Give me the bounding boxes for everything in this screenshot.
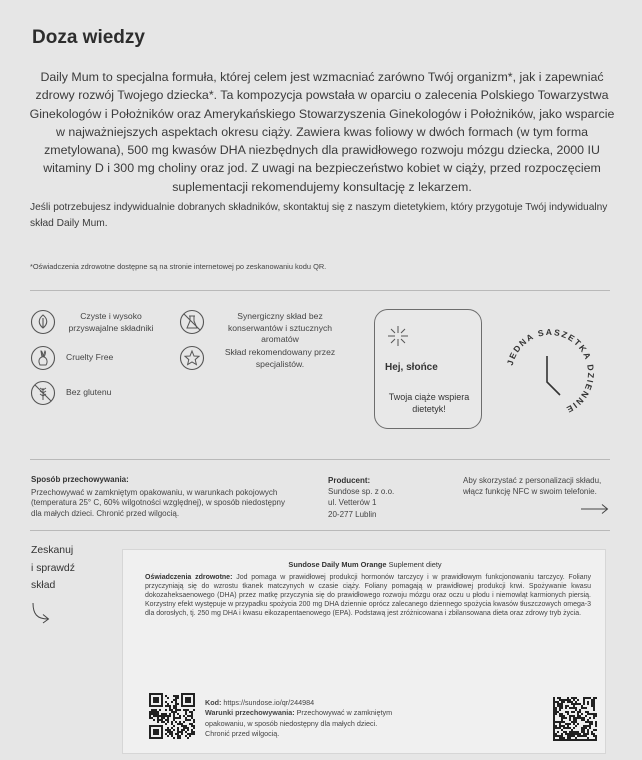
label-claims-text: Jod pomaga w prawidłowej produkcji hormonów tarczycy i w prawidłowym funkcjonowaniu tarczycy. Foliany przyczyniają się do wzrostu tkanek matczynych w czasie ciąży. Foliany pomagają w prawidłowej produkcji krwi. Spożywanie kwasu dokozaheksaenowego (DHA) przez matkę przyczynia się do prawidłowego rozwoju mózgu oraz oczu u płodu i niemowląt karmionych piersią. Korzystny efekt występuje w przypadku spożycia 200 mg DHA dziennie oprócz zalecanego dziennego spożycia kwasów tłuszczowych omega-3 dla dorosłych, tj. 250 mg DHA i kwasu eikozapentaenowego (EPA). Podstawą jest zróżnicowana i zbilansowana dieta oraz zdrowy tryb życia. [145, 574, 591, 618]
label-code-url[interactable]: https://sundose.io/qr/244984 [223, 698, 315, 707]
label-product-name: Sundose Daily Mum Orange [288, 560, 387, 569]
scan-line-3: skład [31, 580, 56, 591]
no-preservatives-icon [179, 309, 205, 335]
feature-synergy [179, 309, 345, 346]
sparkle-icon [387, 325, 409, 347]
star-icon [179, 345, 205, 371]
page-title: Doza wiedzy [32, 27, 145, 48]
card-message: Twoja ciąże wspiera dietetyk! [388, 392, 470, 414]
label-product-suffix: Suplement diety [388, 560, 442, 569]
storage-text: Przechowywać w zamkniętym opakowaniu, w warunkach pokojowych (temperatura 25° C, 60% wilgotności względnej), w sposób niedostępny dla małych dzieci. Chronić przed wilgocią. [31, 487, 285, 518]
badge-text: JEDNA SASZETKA DZIENNIE [504, 326, 597, 416]
label-title [123, 560, 607, 569]
divider [30, 290, 610, 291]
no-gluten-icon [30, 380, 56, 406]
divider [30, 530, 610, 531]
nfc-text: Aby skorzystać z personalizacji składu, włącz funkcję NFC w swoim telefonie. [463, 476, 602, 497]
card-greeting: Hej, słońce [385, 362, 438, 373]
label-storage [205, 708, 401, 740]
supplement-label-sticker [122, 549, 606, 754]
scan-prompt [31, 542, 75, 595]
datamatrix-code[interactable] [553, 697, 597, 741]
feature-cruelty-free-label: Cruelty Free [66, 352, 114, 362]
leaf-icon [30, 309, 56, 335]
feature-recommended-label: Skład rekomendowany przez specjalistów. [224, 347, 336, 369]
label-health-claims [145, 573, 591, 618]
producer-heading: Producent: [328, 476, 371, 485]
daily-sachet-badge [500, 323, 600, 423]
svg-text:JEDNA SASZETKA DZIENNIE [505, 327, 596, 415]
dietitian-card [374, 309, 482, 429]
nfc-block [463, 475, 613, 498]
producer-name: Sundose sp. z o.o. [328, 487, 395, 497]
label-storage-text: Przechowywać w zamkniętym opakowaniu, w sposób niedostępny dla małych dzieci. Chronić przed wilgocią. [205, 708, 393, 739]
producer-block [328, 475, 438, 520]
storage-heading: Sposób przechowywania: [31, 475, 129, 484]
qr-code[interactable] [149, 693, 195, 739]
scan-line-1: Zeskanuj [31, 545, 74, 556]
storage-block [31, 475, 296, 519]
feature-gluten-free-label: Bez glutenu [66, 387, 112, 397]
health-claims-disclaimer: *Oświadczenia zdrowotne dostępne są na stronie internetowej po zeskanowaniu kodu QR. [30, 262, 327, 271]
feature-natural-label: Czyste i wysoko przyswajalne składniki [68, 311, 154, 333]
label-claims-heading: Oświadczenia zdrowotne: [145, 574, 233, 581]
feature-cruelty-free [30, 345, 156, 371]
scan-line-2: i sprawdź [31, 562, 75, 574]
curved-arrow-icon [31, 602, 51, 624]
producer-street: ul. Vetterów 1 [328, 498, 377, 508]
divider [30, 459, 610, 460]
rabbit-icon [30, 345, 56, 371]
label-storage-heading: Warunki przechowywania: [205, 708, 295, 717]
label-code [205, 698, 314, 707]
arrow-right-icon [580, 503, 610, 515]
feature-recommended [179, 345, 345, 371]
clock-hands-icon [547, 356, 560, 395]
label-code-heading: Kod: [205, 698, 222, 707]
dietitian-note: Jeśli potrzebujesz indywidualnie dobranych składników, skontaktuj się z naszym dietetykiem, który przygotuje Twój indywidualny skład Daily Mum. [30, 202, 608, 229]
producer-city: 20-277 Lublin [328, 509, 377, 519]
feature-synergy-label: Synergiczny skład bez konserwantów i sztucznych aromatów [227, 311, 333, 345]
intro-paragraph: Daily Mum to specjalna formuła, której celem jest wzmacniać zarówno Twój organizm*, jak i zapewniać zdrowy rozwój Twojego dziecka*. Ta kompozycja powstała w oparciu o zalecenia Polskiego Towarzystwa Ginekologów i Położników oraz Amerykańskiego Stowarzyszenia Ginekologów i Położników, jako wsparcie w najważniejszych aspektach okresu ciąży. Zawiera kwas foliowy w dwóch formach (w tym forma zmetylowana), 500 mg kwasów DHA niezbędnych dla prawidłowego rozwoju mózgu dziecka, 2000 IU witaminy D i 300 mg choliny oraz jod. Z uwagi na bezpieczeństwo kobiet w ciąży, przed rozpoczęciem suplementacji rekomendujemy konsultację z lekarzem. [29, 70, 615, 194]
feature-natural [30, 309, 156, 335]
feature-gluten-free [30, 380, 156, 406]
